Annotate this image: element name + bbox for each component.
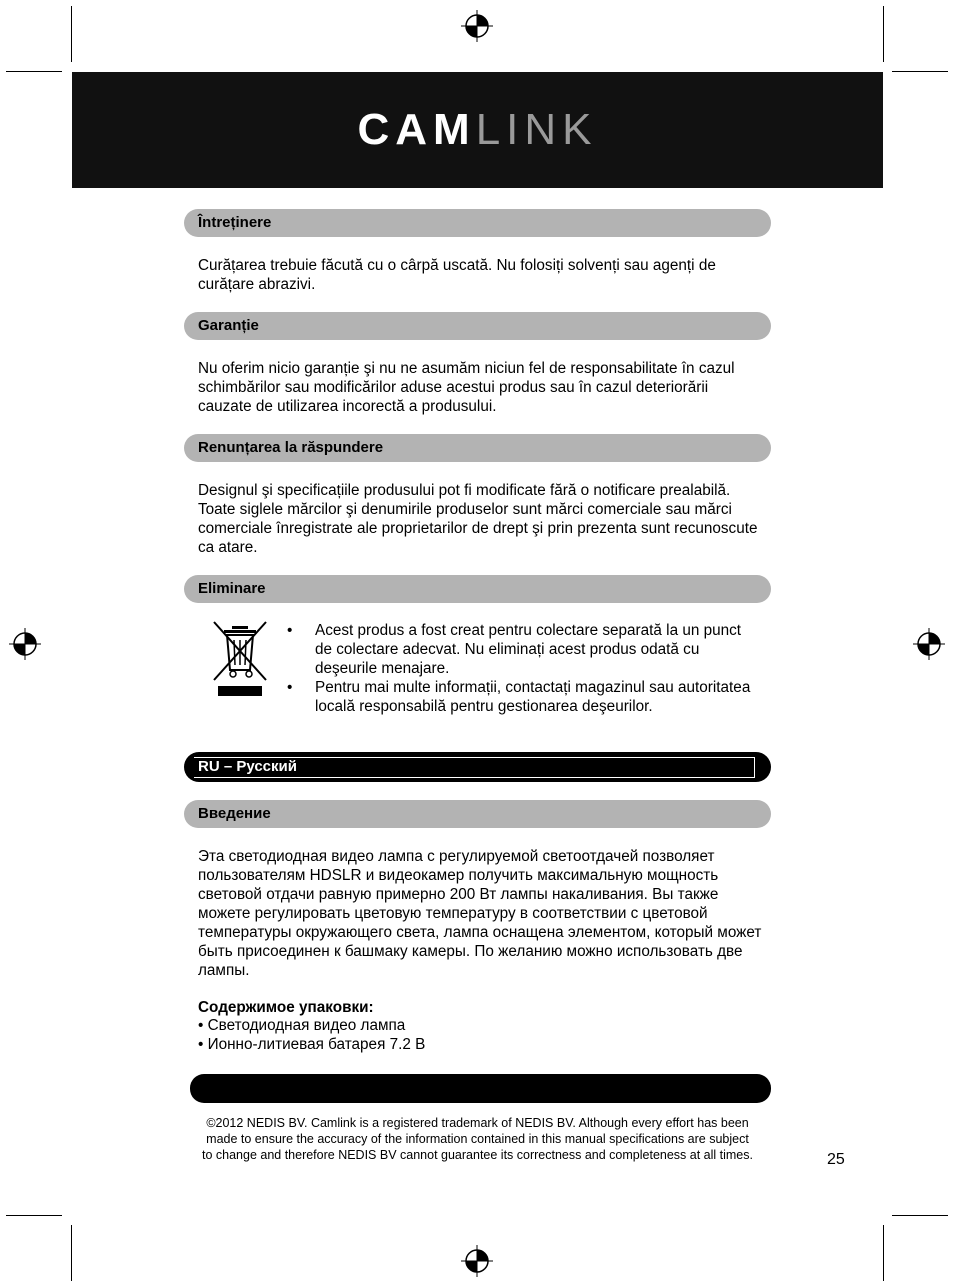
footer-bar — [190, 1074, 771, 1103]
list-item — [287, 678, 757, 716]
crop-mark — [71, 1225, 72, 1281]
page-number: 25 — [827, 1151, 845, 1168]
section-header-maintenance: Întreținere — [184, 209, 771, 237]
section-header-disclaimer: Renunțarea la răspundere — [184, 434, 771, 462]
package-item: • Ионно-литиевая батарея 7.2 В — [198, 1036, 426, 1053]
registration-mark-icon — [461, 1245, 493, 1277]
crop-mark — [6, 1215, 62, 1216]
crop-mark — [892, 1215, 948, 1216]
bullet-char: • — [287, 622, 293, 639]
crop-mark — [892, 71, 948, 72]
intro-text: Эта светодиодная видео лампа с регулируемой светоотдачей позволяет пользователям HDSLR и видеокамер получить максимальную мощность световой отдачи равную примерно 200 Вт лампы накаливания. Вы также можете регулировать цветовую температуру в соответствии с цветовой температуры окружающего света, лампа оснащена элементом, который может быть присоединен к башмаку камеры. По желанию можно использовать две лампы. — [198, 848, 762, 979]
section-header-disposal: Eliminare — [184, 575, 771, 603]
weee-crossed-bin-icon — [212, 618, 268, 698]
bullet-char: • — [287, 679, 293, 696]
registration-mark-icon — [913, 628, 945, 660]
copyright-notice: ©2012 NEDIS BV. Camlink is a registered trademark of NEDIS BV. Although every effort has been made to ensure the accuracy of the information contained in this manual specifications are subject to change and therefore NEDIS BV cannot guarantee its correctness and completeness at all times. — [201, 1116, 753, 1162]
logo-cam: CAM — [357, 105, 476, 154]
camlink-logo — [357, 105, 598, 154]
disposal-bullet-text: Acest produs a fost creat pentru colectare separată la un punct de colectare adecvat. Nu eliminați acest produs odată cu deşeurile menajare. — [315, 622, 742, 677]
registration-mark-icon — [9, 628, 41, 660]
package-contents-title: Содержимое упаковки: — [198, 999, 374, 1016]
crop-mark — [883, 1225, 884, 1281]
maintenance-text: Curățarea trebuie făcută cu o cârpă uscată. Nu folosiți solvenți sau agenți de curățare abrazivi. — [198, 257, 716, 293]
logo-link: LINK — [475, 105, 598, 154]
language-section-bar — [184, 752, 771, 782]
header-banner — [72, 72, 883, 188]
section-header-warranty: Garanție — [184, 312, 771, 340]
crop-mark — [883, 6, 884, 62]
disposal-bullet-list — [287, 621, 757, 716]
crop-mark — [71, 6, 72, 62]
language-title: RU – Русский — [198, 758, 297, 775]
list-item — [287, 621, 757, 678]
warranty-text: Nu oferim nicio garanție şi nu ne asumăm niciun fel de responsabilitate în cazul schimbărilor sau modificărilor aduse acestui produs sau în cazul deteriorării cauzate de utilizarea incorectă a produsului. — [198, 360, 735, 415]
disposal-bullet-text: Pentru mai multe informații, contactați magazinul sau autoritatea locală responsabilă pentru gestionarea deşeurilor. — [315, 679, 751, 715]
disclaimer-text: Designul şi specificațiile produsului pot fi modificate fără o notificare prealabilă. Toate siglele mărcilor şi denumirile produselor sunt mărci comerciale sau mărci comerciale înregistrate ale proprietarilor de drept şi prin prezenta sunt recunoscute ca atare. — [198, 482, 758, 556]
section-header-intro: Введение — [184, 800, 771, 828]
package-item: • Светодиодная видео лампа — [198, 1017, 406, 1034]
registration-mark-icon — [461, 10, 493, 42]
crop-mark — [6, 71, 62, 72]
